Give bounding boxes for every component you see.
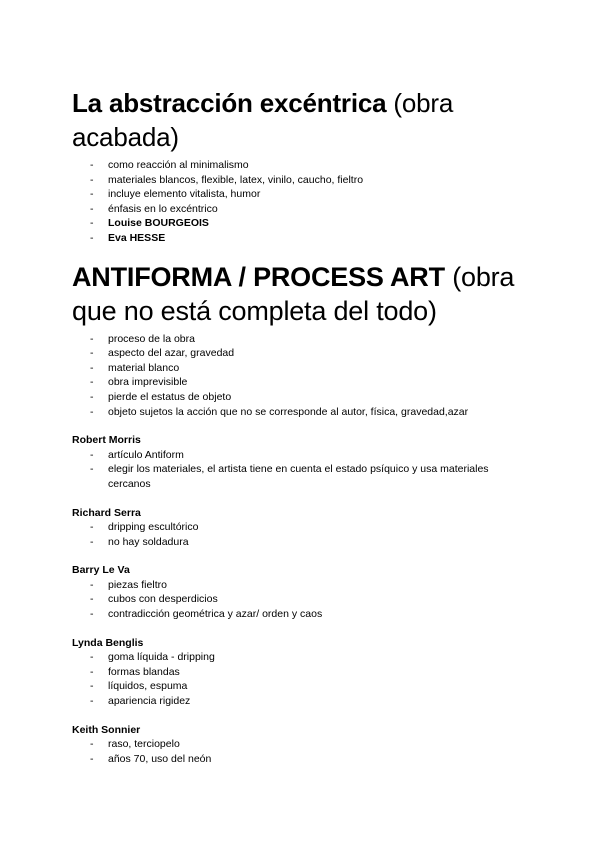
bullet-dash: - <box>90 651 94 664</box>
list-item-text: materiales blancos, flexible, latex, vinilo, caucho, fieltro <box>108 173 364 186</box>
bullet-dash: - <box>90 361 94 374</box>
bullet-dash: - <box>90 347 94 360</box>
list-item <box>72 679 532 694</box>
list-item <box>72 346 532 361</box>
bullet-dash: - <box>90 695 94 708</box>
section-title-bold: La abstracción excéntrica <box>72 88 387 118</box>
list-item-text: no hay soldadura <box>108 535 189 548</box>
abstraccion-bullet-list <box>72 158 532 246</box>
bullet-dash: - <box>90 463 94 476</box>
artist-name: Barry Le Va <box>72 564 130 577</box>
list-item <box>72 332 532 347</box>
list-item <box>72 578 532 593</box>
bullet-dash: - <box>90 593 94 606</box>
artist-block <box>72 433 532 491</box>
artist-name: Lynda Benglis <box>72 636 144 649</box>
list-item <box>72 694 532 709</box>
list-item <box>72 405 532 420</box>
list-item <box>72 592 532 607</box>
bullet-dash: - <box>90 202 94 215</box>
bullet-dash: - <box>90 173 94 186</box>
section-title-rest: (obra acabada) <box>72 88 454 152</box>
list-item <box>72 607 532 622</box>
bullet-dash: - <box>90 448 94 461</box>
list-item-text: apariencia rigidez <box>108 695 191 708</box>
list-item-text: dripping escultórico <box>108 521 199 534</box>
bullet-dash: - <box>90 332 94 345</box>
list-item-text: Eva HESSE <box>108 231 166 244</box>
bullet-dash: - <box>90 535 94 548</box>
list-item-text: años 70, uso del neón <box>108 752 212 765</box>
list-item-text: goma líquida - dripping <box>108 651 215 664</box>
list-item-text: contradicción geométrica y azar/ orden y caos <box>108 608 323 621</box>
list-item <box>72 173 532 188</box>
list-item-text: aspecto del azar, gravedad <box>108 347 235 360</box>
artist-block <box>72 723 532 767</box>
list-item <box>72 187 532 202</box>
bullet-dash: - <box>90 752 94 765</box>
list-item <box>72 231 532 246</box>
bullet-dash: - <box>90 521 94 534</box>
bullet-dash: - <box>90 376 94 389</box>
bullet-dash: - <box>90 217 94 230</box>
artist-name: Keith Sonnier <box>72 723 141 736</box>
list-item <box>72 375 532 390</box>
section-title-bold: ANTIFORMA / PROCESS ART <box>72 261 445 292</box>
list-item-text: pierde el estatus de objeto <box>108 390 232 403</box>
list-item-text: proceso de la obra <box>108 332 195 345</box>
bullet-dash: - <box>90 159 94 171</box>
artist-bullet-list <box>72 520 532 549</box>
list-item <box>72 520 532 535</box>
list-item <box>72 650 532 665</box>
list-item-text: formas blandas <box>108 665 180 678</box>
list-item <box>72 202 532 217</box>
artist-name: Richard Serra <box>72 506 141 519</box>
artist-block <box>72 506 532 550</box>
bullet-dash: - <box>90 680 94 693</box>
list-item-text: incluye elemento vitalista, humor <box>108 188 261 201</box>
list-item-text: material blanco <box>108 361 180 374</box>
section-title-rest: (obra que no está completa del todo) <box>72 261 515 326</box>
artist-bullet-list <box>72 578 532 622</box>
list-item <box>72 752 532 767</box>
list-item-text: raso, terciopelo <box>108 738 180 751</box>
artist-name: Robert Morris <box>72 434 141 447</box>
list-item <box>72 462 532 491</box>
list-item-text: Louise BOURGEOIS <box>108 217 209 230</box>
list-item <box>72 665 532 680</box>
bullet-dash: - <box>90 665 94 678</box>
list-item <box>72 535 532 550</box>
list-item <box>72 361 532 376</box>
list-item-text: piezas fieltro <box>108 578 167 591</box>
bullet-dash: - <box>90 188 94 201</box>
list-item-text: obra imprevisible <box>108 376 188 389</box>
list-item-text: líquidos, espuma <box>108 680 188 693</box>
list-item-text: como reacción al minimalismo <box>108 159 249 171</box>
list-item <box>72 390 532 405</box>
list-item-text: elegir los materiales, el artista tiene en cuenta el estado psíquico y usa materiales cercanos <box>108 463 489 490</box>
artist-bullet-list <box>72 737 532 766</box>
artist-block <box>72 563 532 621</box>
list-item <box>72 737 532 752</box>
artist-bullet-list <box>72 448 532 492</box>
list-item-text: artículo Antiform <box>108 448 184 461</box>
artist-bullet-list <box>72 650 532 708</box>
bullet-dash: - <box>90 738 94 751</box>
bullet-dash: - <box>90 405 94 418</box>
list-item <box>72 158 532 173</box>
antiforma-bullet-list <box>72 332 532 420</box>
document-page <box>72 86 532 766</box>
section-title-antiforma <box>72 260 532 328</box>
list-item <box>72 216 532 231</box>
bullet-dash: - <box>90 578 94 591</box>
section-title-abstraccion <box>72 86 532 154</box>
bullet-dash: - <box>90 231 94 244</box>
list-item-text: cubos con desperdicios <box>108 593 218 606</box>
bullet-dash: - <box>90 390 94 403</box>
list-item-text: objeto sujetos la acción que no se corresponde al autor, física, gravedad,azar <box>108 405 469 418</box>
artists-section <box>72 433 532 766</box>
artist-block <box>72 636 532 709</box>
bullet-dash: - <box>90 608 94 621</box>
list-item-text: énfasis en lo excéntrico <box>108 202 218 215</box>
list-item <box>72 448 532 463</box>
